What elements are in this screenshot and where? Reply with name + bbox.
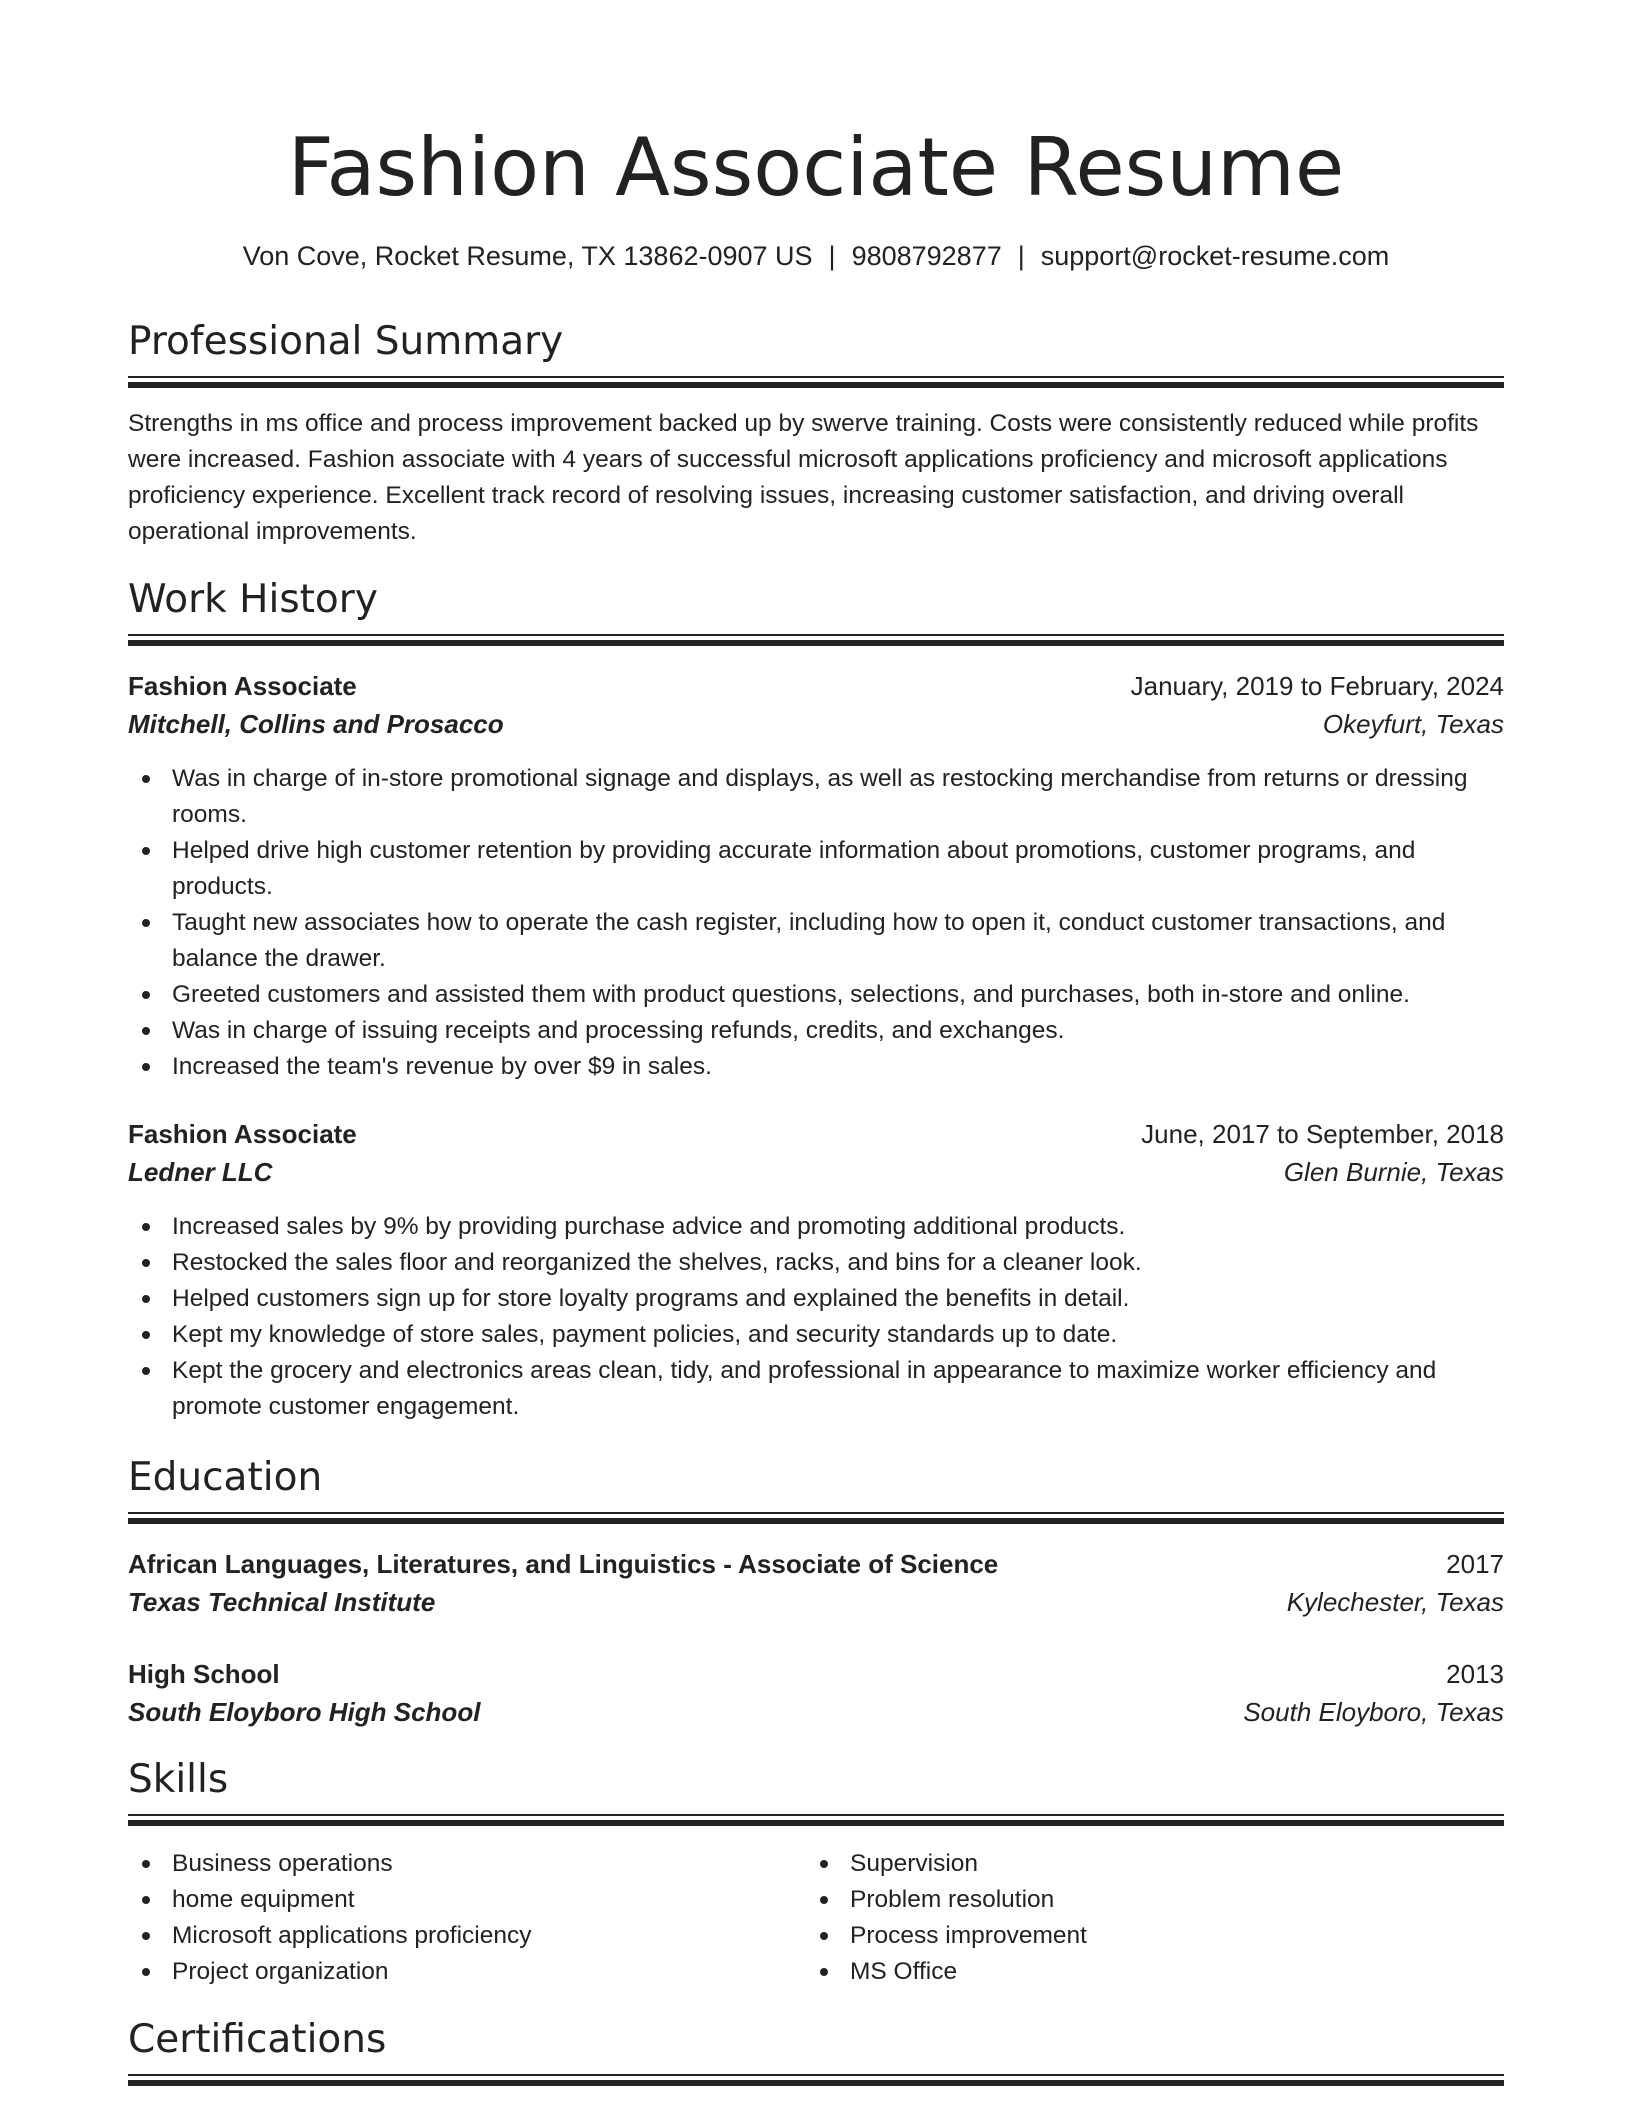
list-item: Increased sales by 9% by providing purchase advice and promoting additional products. [172,1209,1504,1245]
summary-text: Strengths in ms office and process improvement backed up by swerve training. Costs were consistently reduced while profits were increased. Fashion associate with 4 years of successful microsoft applications proficiency and microsoft applications proficiency experience. Excellent track record of resolving issues, increasing customer satisfaction, and driving overall operational improvements. [128,410,1479,545]
section-divider [128,1518,1504,1524]
section-divider [128,382,1504,388]
job-subheader [128,705,1504,743]
section-divider [128,1820,1504,1826]
list-item: Process improvement [850,1918,1482,1954]
job-title: Fashion Associate [128,1119,357,1149]
list-item: Project organization [172,1954,804,1990]
list-item: Problem resolution [850,1882,1482,1918]
list-item: Increased the team's revenue by over $9 in sales. [172,1049,1504,1085]
contact-phone: 9808792877 [851,241,1002,271]
section-divider [128,376,1504,378]
job-bullets [128,761,1504,1085]
contact-line [128,238,1504,274]
list-item: Kept the grocery and electronics areas clean, tidy, and professional in appearance to maximize worker efficiency and promote customer engagement. [172,1353,1504,1425]
list-item: Business operations [172,1846,804,1882]
list-item: Helped drive high customer retention by providing accurate information about promotions, customer programs, and products. [172,833,1504,905]
list-item: Was in charge of issuing receipts and processing refunds, credits, and exchanges. [172,1013,1504,1049]
section-divider [128,1512,1504,1514]
education-subheader [128,1583,1504,1621]
education-location: Kylechester, Texas [1286,1587,1504,1617]
education-degree: High School [128,1659,280,1689]
contact-address: Von Cove, Rocket Resume, TX 13862-0907 US [242,241,813,271]
section-heading-work: Work History [128,577,378,622]
section-heading-summary: Professional Summary [128,319,564,364]
list-item: Microsoft applications proficiency [172,1918,804,1954]
list-item: Taught new associates how to operate the cash register, including how to open it, conduct customer transactions, and balance the drawer. [172,905,1504,977]
list-item: MS Office [850,1954,1482,1990]
education-header [128,1545,1504,1583]
contact-separator: | [828,241,836,271]
job-bullets [128,1209,1504,1425]
job-company: Mitchell, Collins and Prosacco [128,709,504,739]
education-year: 2017 [1446,1549,1504,1579]
list-item: Kept my knowledge of store sales, payment policies, and security standards up to date. [172,1317,1504,1353]
education-year: 2013 [1446,1659,1504,1689]
job-header [128,1115,1504,1153]
resume-title: Fashion Associate Resume [287,121,1345,214]
job-subheader [128,1153,1504,1191]
section-heading-certifications: Certifications [128,2017,387,2062]
job-dates: January, 2019 to February, 2024 [1130,671,1504,701]
section-heading-skills: Skills [128,1757,229,1802]
education-degree: African Languages, Literatures, and Linguistics - Associate of Science [128,1549,999,1579]
section-divider [128,1814,1504,1816]
section-heading-education: Education [128,1455,323,1500]
list-item: Helped customers sign up for store loyalty programs and explained the benefits in detail. [172,1281,1504,1317]
education-location: South Eloyboro, Texas [1243,1697,1504,1727]
job-dates: June, 2017 to September, 2018 [1141,1119,1504,1149]
section-divider [128,640,1504,646]
contact-separator: | [1017,241,1025,271]
job-location: Glen Burnie, Texas [1283,1157,1504,1187]
job-title: Fashion Associate [128,671,357,701]
section-divider [128,634,1504,636]
list-item: Greeted customers and assisted them with product questions, selections, and purchases, both in-store and online. [172,977,1504,1013]
job-header [128,667,1504,705]
skills-list-left [128,1846,804,1990]
education-header [128,1655,1504,1693]
skills-list-right [806,1846,1482,1990]
list-item: home equipment [172,1882,804,1918]
education-school: Texas Technical Institute [128,1587,436,1617]
list-item: Was in charge of in-store promotional signage and displays, as well as restocking merchandise from returns or dressing rooms. [172,761,1504,833]
education-subheader [128,1693,1504,1731]
contact-email[interactable]: support@rocket-resume.com [1040,241,1390,271]
list-item: Restocked the sales floor and reorganized the shelves, racks, and bins for a cleaner look. [172,1245,1504,1281]
section-divider [128,2074,1504,2076]
education-school: South Eloyboro High School [128,1697,481,1727]
list-item: Supervision [850,1846,1482,1882]
job-location: Okeyfurt, Texas [1322,709,1504,739]
job-company: Ledner LLC [128,1157,273,1187]
section-divider [128,2080,1504,2086]
